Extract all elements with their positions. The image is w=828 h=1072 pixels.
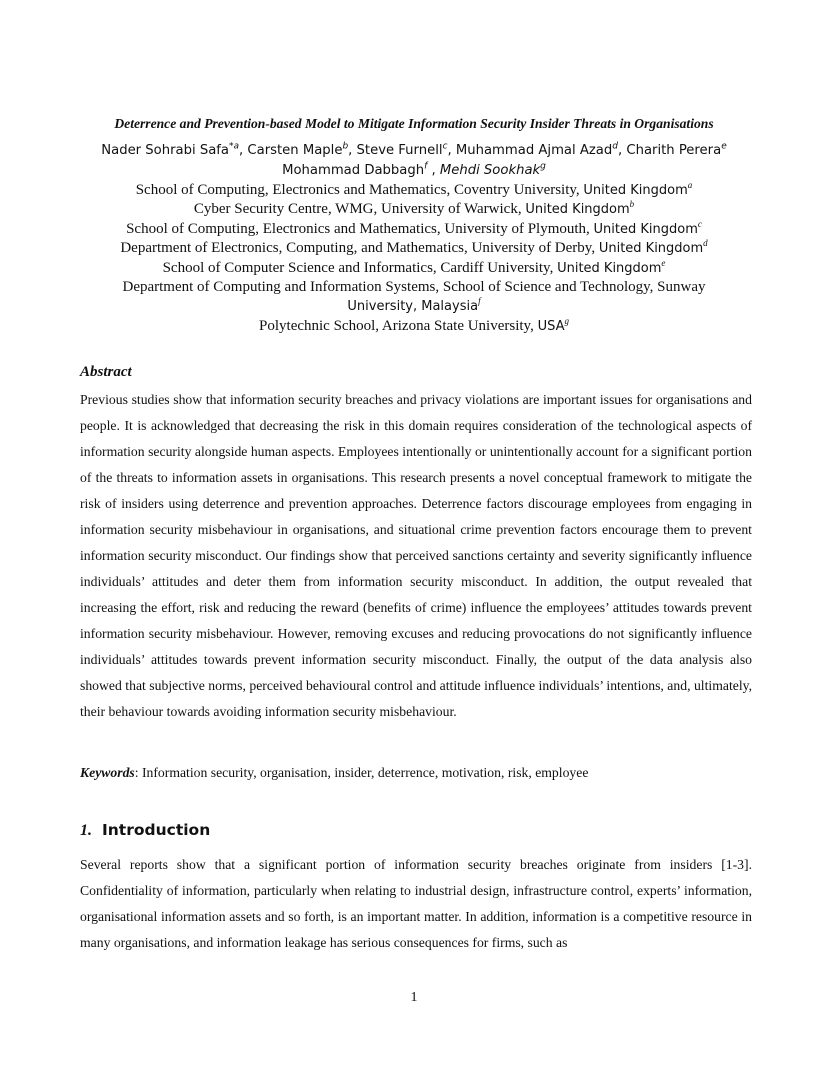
affiliation-list [70,181,758,336]
keywords-text: : Information security, organisation, insider, deterrence, motivation, risk, employee [134,765,589,780]
affiliation [70,278,758,297]
affiliation-text: Cyber Security Centre, WMG, University of Warwick, [193,201,522,218]
paper-title: Deterrence and Prevention-based Model to Mitigate Information Security Insider Threats in Organisations [114,116,714,131]
keywords-label: Keywords [80,765,135,780]
author-name: Mohammad Dabbagh [282,163,425,178]
author-affiliation-mark: d [612,141,618,152]
author-name: Nader Sohrabi Safa [101,143,229,158]
author-list [60,141,768,181]
affiliation-mark: a [687,180,693,190]
author-name: Muhammad Ajmal Azad [455,143,613,158]
author-separator: , [348,143,357,158]
abstract-text: Previous studies show that information security breaches and privacy violations are important issues for organisations and people. It is acknowledged that decreasing the risk in this domain requires consideration of the technological aspects of information security alongside human aspects. Employees intentionally or unintentionally account for a significant portion of the threats to information assets in organisations. This research presents a novel conceptual framework to mitigate the risk of insiders using deterrence and prevention approaches. Deterrence factors discourage employees from engaging in information security misbehaviour in organisations, and situational crime prevention factors encourage them to prevent information security misconduct. Our findings show that perceived sanctions certainty and severity significantly influence individuals’ attitudes and deter them from information security misconduct. In addition, the output revealed that increasing the effort, risk and reducing the reward (benefits of crime) influence the employees’ attitudes towards prevent information security misbehaviour. However, removing excuses and reducing provocations do not significantly influence individuals’ attitudes towards prevent information security misconduct. Finally, the output of the data analysis also showed that subjective norms, perceived behavioural control and attitude influence individuals’ intentions, and, ultimately, their behaviour towards avoiding information security misbehaviour. [80,392,752,719]
author-line-2 [60,161,768,181]
affiliation [70,181,758,200]
introduction-text: Several reports show that a significant portion of information security breaches originate from insiders [1-3]. Confidentiality of information, particularly when relating to industrial design, infrastructure control, experts’ information, organisational information assets and so forth, is an important matter. In addition, information is a competitive resource in many organisations, and information leakage has serious consequences for firms, such as [80,857,752,950]
affiliation-text: Polytechnic School, Arizona State University, [259,317,534,334]
affiliation [70,200,758,219]
section-heading [80,821,210,840]
affiliation-mark: b [629,199,635,210]
affiliation-country: United Kingdom [598,241,704,257]
affiliation-mark: c [697,218,702,229]
author-name: Carsten Maple [247,143,343,158]
affiliation-text: Department of Electronics, Computing, and Mathematics, University of Derby, [120,240,596,257]
author-affiliation-mark: f [424,161,428,172]
affiliation-mark: f [478,296,481,307]
affiliation-country: United Kingdom [593,221,698,237]
affiliation-text: School of Computing, Electronics and Mathematics, University of Plymouth, [126,220,590,237]
author-affiliation-mark: c [442,141,448,152]
author-line-1 [60,141,768,161]
section-number: 1. [80,822,92,839]
affiliation-text: Department of Computing and Information Systems, School of Science and Technology, Sunway [122,279,706,296]
author-affiliation-mark: g [540,161,546,172]
author-separator: , [427,163,440,178]
abstract-heading: Abstract [80,364,132,380]
author-separator: , [447,143,456,158]
affiliation-country: United Kingdom [525,202,630,218]
keywords [80,763,752,783]
affiliation-country: University, Malaysia [347,299,479,315]
affiliation-text: School of Computing, Electronics and Mathematics, Coventry University, [135,182,580,198]
author-name: Mehdi Sookhak [439,163,541,178]
affiliation [70,239,758,258]
affiliation-mark: e [661,257,666,268]
section-title: Introduction [102,821,211,839]
affiliation-country: USA [537,318,565,334]
affiliation-country: United Kingdom [557,260,662,276]
affiliation [70,297,758,316]
author-separator: , [239,143,248,158]
author-affiliation-mark: *a [229,141,240,152]
author-separator: , [617,143,627,158]
affiliation-mark: g [564,315,569,326]
affiliation-text: School of Computer Science and Informatics, Cardiff University, [162,259,554,276]
affiliation [70,220,758,239]
affiliation [70,317,758,336]
affiliation-country: United Kingdom [583,183,688,198]
author-affiliation-mark: e [721,141,727,152]
affiliation [70,259,758,278]
affiliation-mark: d [703,238,708,249]
page-number: 1 [410,990,418,1005]
author-name: Steve Furnell [356,143,443,158]
author-name: Charith Perera [626,143,722,158]
author-affiliation-mark: b [342,141,349,152]
